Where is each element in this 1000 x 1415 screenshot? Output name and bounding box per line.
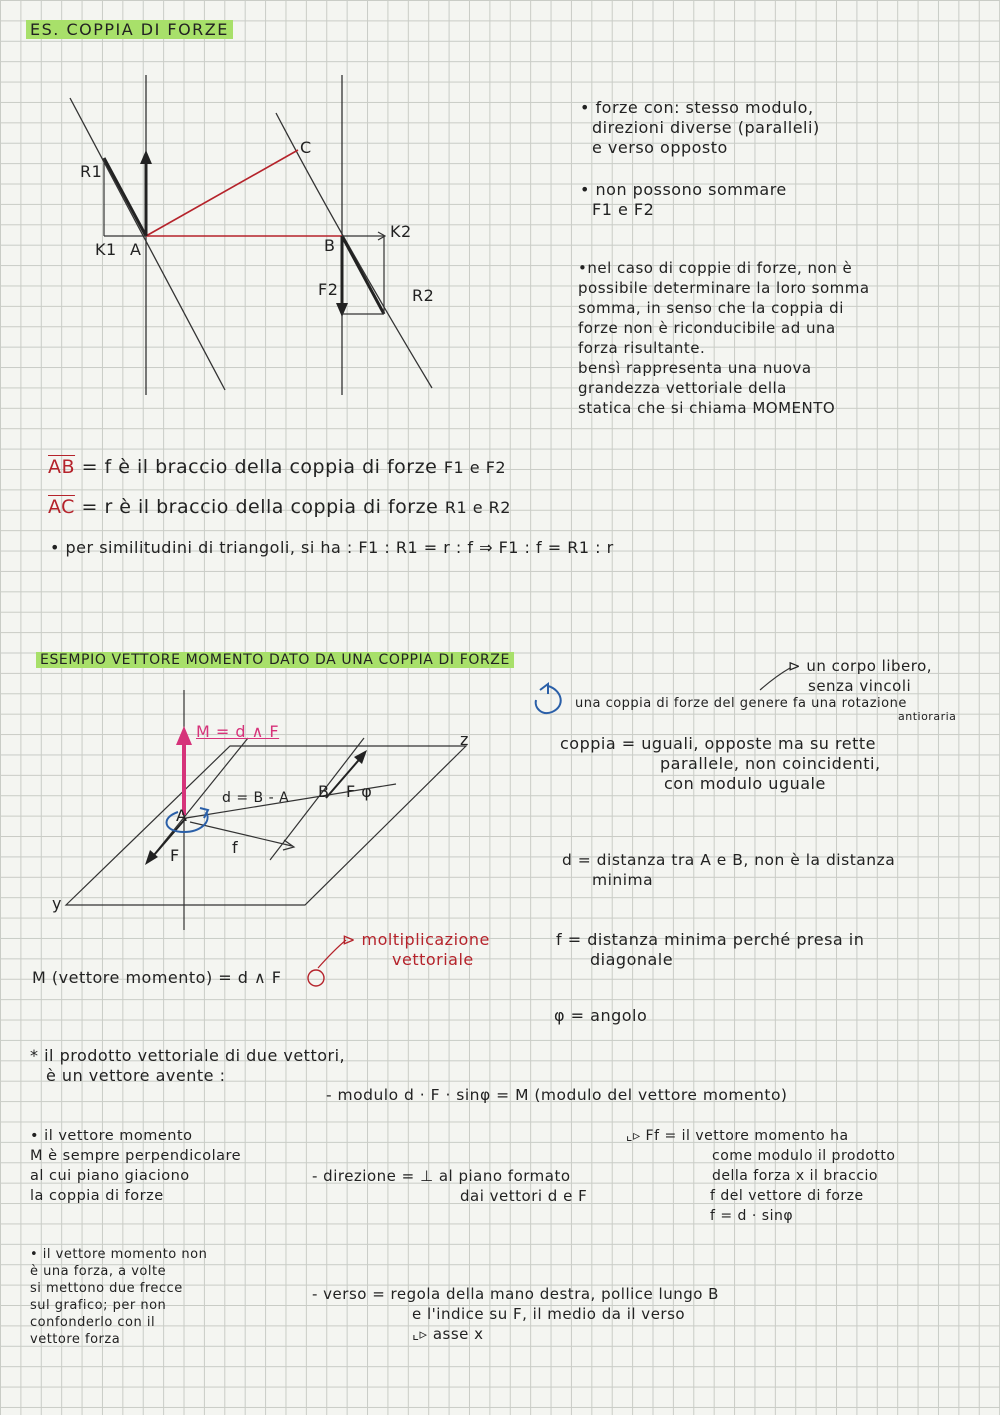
note-line: - direzione = ⊥ al piano formato	[312, 1167, 571, 1185]
label-B: B	[324, 236, 336, 255]
note-line: ⊳ moltiplicazione	[342, 930, 490, 949]
note-line: è una forza, a volte	[30, 1264, 167, 1279]
note-line: dai vettori d e F	[460, 1187, 588, 1205]
corpo-libero-note	[788, 656, 932, 696]
notes-block-3	[578, 258, 870, 418]
note-line: • il vettore momento	[30, 1128, 193, 1144]
note-line: direzioni diverse (paralleli)	[592, 118, 820, 137]
label-d: d = B - A	[222, 790, 290, 806]
note-line: forze non è riconducibile ad una	[578, 319, 836, 337]
note-line: d = distanza tra A e B, non è la distanza	[562, 851, 896, 869]
note-line: al cui piano giaciono	[30, 1168, 190, 1184]
note-line: bensì rappresenta una nuova	[578, 359, 812, 377]
momento-definition: M (vettore momento) = d ∧ F	[32, 968, 282, 987]
note-line: M è sempre perpendicolare	[30, 1148, 242, 1164]
modulo-note: - modulo d · F · sinφ = M (modulo del vettore momento)	[326, 1086, 788, 1104]
section1-title-text: ES. COPPIA DI FORZE	[26, 20, 233, 39]
note-line: • non possono sommare	[580, 180, 787, 199]
note-line: ⌞▹ asse x	[412, 1325, 484, 1343]
note-line: - verso = regola della mano destra, pollice lungo B	[312, 1285, 719, 1303]
note-line: minima	[592, 871, 654, 889]
note-line: f = d · sinφ	[710, 1208, 794, 1224]
rotazione-note: una coppia di forze del genere fa una rotazione	[575, 696, 907, 711]
note-line: confonderlo con il	[30, 1315, 156, 1330]
prodotto-note	[30, 1046, 345, 1086]
note-line: f del vettore di forze	[710, 1188, 864, 1204]
note-line: forza risultante.	[578, 339, 706, 357]
label-B2: B	[318, 782, 330, 801]
label-M-eq: M = d ∧ F	[196, 722, 280, 741]
segment-AB: $\overline{AB}$	[48, 456, 76, 478]
arm-AC-text: = r è il braccio della coppia di forze	[81, 496, 439, 518]
vettore-momento-note	[30, 1126, 241, 1206]
notes-block-1	[580, 98, 820, 158]
note-line: senza vincoli	[808, 677, 912, 695]
note-line: f = distanza minima perché presa in	[556, 930, 865, 949]
note-line: somma, in senso che la coppia di	[578, 299, 844, 317]
direzione-note	[312, 1166, 587, 1206]
note-line: F1 e F2	[592, 200, 655, 219]
label-K1: K1	[95, 240, 117, 259]
note-line: • il vettore momento non	[30, 1247, 208, 1262]
label-K2: K2	[390, 222, 412, 241]
similitudine-line: • per similitudini di triangoli, si ha : F1 : R1 = r : f ⇒ F1 : f = R1 : r	[50, 538, 614, 557]
segment-AC: $\overline{AC}$	[48, 496, 75, 518]
note-line: e l'indice su F, il medio da il verso	[412, 1305, 686, 1323]
note-line: grandezza vettoriale della	[578, 379, 787, 397]
note-line: ⊳ un corpo libero,	[788, 657, 933, 675]
label-R1: R1	[80, 162, 103, 181]
section2-title-text: ESEMPIO VETTORE MOMENTO DATO DA UNA COPPIA DI FORZE	[36, 652, 514, 668]
note-line: la coppia di forze	[30, 1188, 164, 1204]
arm-AB-text: = f è il braccio della coppia di forze	[81, 456, 438, 478]
note-line: vettoriale	[392, 950, 474, 969]
label-C: C	[300, 138, 312, 157]
note-line: coppia = uguali, opposte ma su rette	[560, 734, 876, 753]
note-line: della forza x il braccio	[712, 1168, 878, 1184]
note-line: •nel caso di coppie di forze, non è	[578, 259, 853, 277]
phi-def-note: φ = angolo	[554, 1006, 648, 1025]
note-line: parallele, non coincidenti,	[660, 754, 881, 773]
non-forza-note	[30, 1246, 207, 1348]
notes-block-2	[580, 180, 787, 220]
moltiplicazione-note	[342, 930, 490, 970]
verso-note	[312, 1284, 719, 1344]
note-line: * il prodotto vettoriale di due vettori,	[30, 1046, 346, 1065]
ff-note	[626, 1126, 895, 1226]
label-y: y	[52, 894, 62, 913]
label-z: z	[460, 730, 469, 749]
note-line: possibile determinare la loro somma	[578, 279, 870, 297]
label-A: A	[130, 240, 142, 259]
antioraria-note: antioraria	[898, 710, 957, 723]
note-line: statica che si chiama MOMENTO	[578, 399, 836, 417]
note-line: • forze con: stesso modulo,	[580, 98, 814, 117]
label-phi: F φ	[346, 782, 373, 801]
note-line: e verso opposto	[592, 138, 728, 157]
label-F: F	[170, 846, 180, 865]
label-A2: A	[176, 806, 188, 825]
f-def-note	[556, 930, 864, 970]
note-line: diagonale	[590, 950, 674, 969]
label-F2: F2	[318, 280, 339, 299]
note-line: ⌞▹ Ff = il vettore momento ha	[626, 1128, 849, 1144]
note-line: vettore forza	[30, 1332, 121, 1347]
d-def-note	[562, 850, 895, 890]
label-R2: R2	[412, 286, 435, 305]
arm-AC-forces: R1 e R2	[444, 498, 511, 517]
arm-AB-forces: F1 e F2	[443, 458, 507, 477]
note-line: è un vettore avente :	[46, 1066, 226, 1085]
label-f: f	[232, 838, 239, 857]
coppia-note	[560, 734, 881, 794]
note-line: come modulo il prodotto	[712, 1148, 896, 1164]
note-line: si mettono due frecce	[30, 1281, 183, 1296]
note-line: con modulo uguale	[664, 774, 826, 793]
note-line: sul grafico; per non	[30, 1298, 167, 1313]
